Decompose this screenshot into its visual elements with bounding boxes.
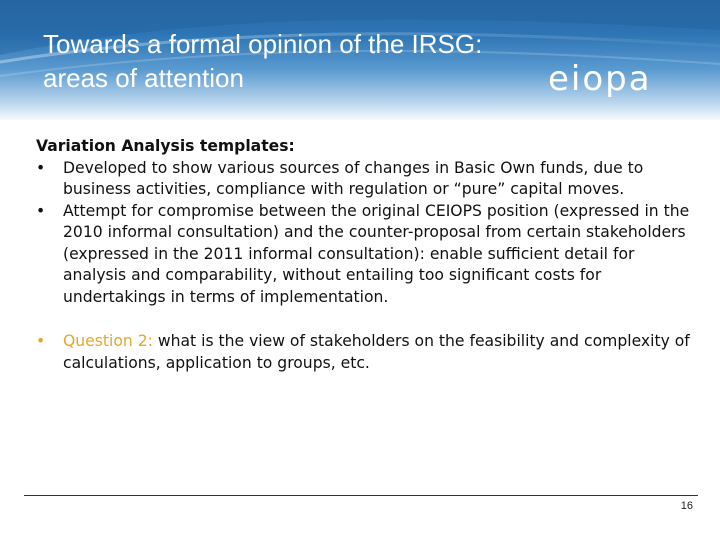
question-text: what is the view of stakeholders on the feasibility and complexity of calculations, application to groups, etc.: [63, 332, 690, 372]
section-heading: Variation Analysis templates:: [36, 137, 295, 155]
page-number: 16: [680, 500, 693, 512]
slide-title-line-1: Towards a formal opinion of the IRSG:: [43, 29, 483, 59]
slide-header: [0, 0, 720, 120]
eiopa-logo: [548, 62, 688, 104]
svg-text:eiopa: eiopa: [548, 62, 652, 99]
bullet-item-2: [36, 201, 696, 309]
slide-title: [43, 27, 482, 95]
question-label: Question 2:: [63, 332, 153, 350]
bullet-list: [36, 158, 696, 375]
bullet-text-2: Attempt for compromise between the original CEIOPS position (expressed in the 2010 informal consultation) and the counter-proposal from certain stakeholders (expressed in the 2011 informal consultation): enable sufficient detail for analysis and comparability, without entailing too significant costs for undertakings in terms of implementation.: [63, 201, 690, 306]
slide-body: [36, 136, 696, 374]
bullet-item-1: [36, 158, 696, 201]
bullet-text-1: Developed to show various sources of changes in Basic Own funds, due to business activities, compliance with regulation or “pure” capital moves.: [63, 158, 644, 198]
question-bullet: [36, 331, 696, 374]
footer-divider: [24, 495, 698, 496]
bullet-icon: •: [36, 201, 46, 220]
bullet-icon: •: [36, 158, 46, 177]
slide-title-line-2: areas of attention: [43, 63, 244, 93]
bullet-icon: •: [36, 332, 46, 350]
spacer: [36, 308, 696, 331]
